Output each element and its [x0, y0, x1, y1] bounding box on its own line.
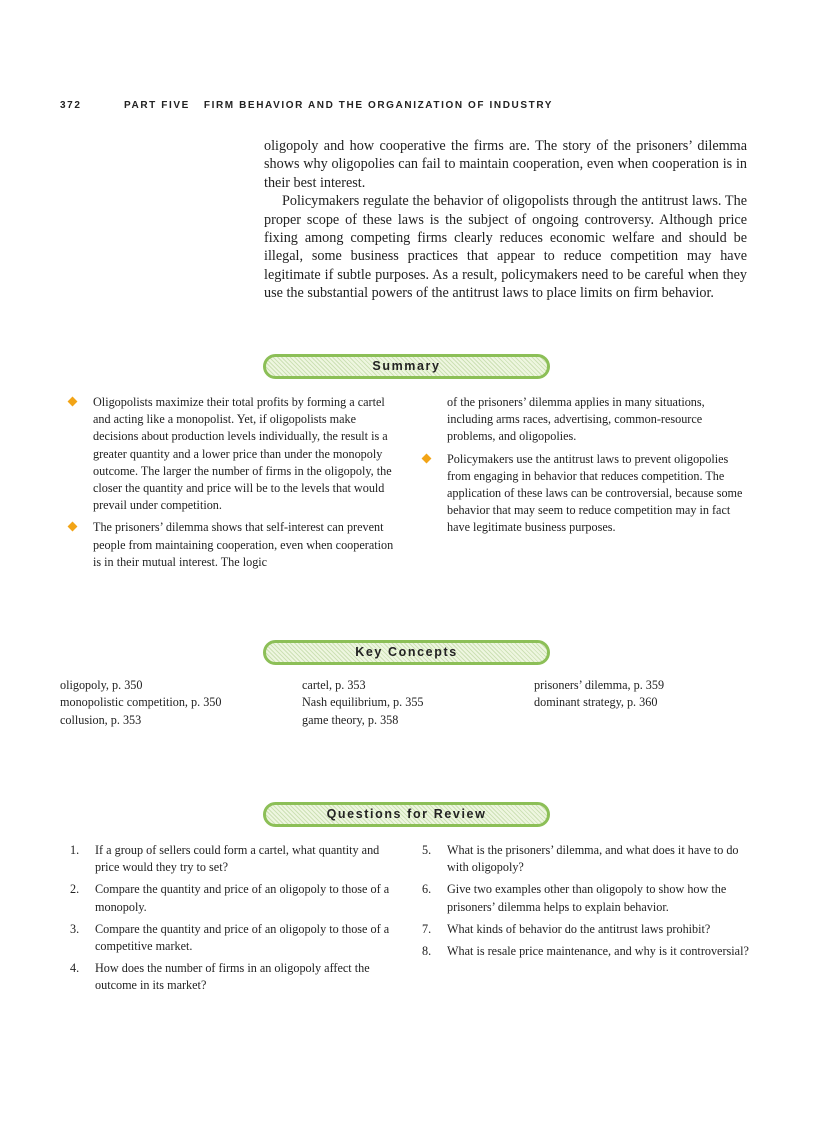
- intro-text: [264, 137, 747, 303]
- key-concept: collusion, p. 353: [60, 712, 142, 727]
- part-label: PART FIVE: [124, 100, 190, 111]
- question-text: What kinds of behavior do the antitrust laws prohibit?: [447, 921, 711, 936]
- question-item: [70, 881, 397, 915]
- question-number: 3.: [70, 921, 80, 936]
- key-concept: prisoners’ dilemma, p. 359: [534, 678, 665, 692]
- running-head: [60, 100, 760, 111]
- question-item: [422, 842, 752, 876]
- question-text: How does the number of firms in an oligopoly affect the outcome in its market?: [95, 961, 370, 993]
- key-concepts-column-3: [534, 677, 664, 712]
- question-text: Compare the quantity and price of an oligopoly to those of a competitive market.: [95, 921, 390, 954]
- key-concept: oligopoly, p. 350: [60, 678, 143, 692]
- key-concept: dominant strategy, p. 360: [534, 695, 658, 710]
- question-text: What is the prisoners’ dilemma, and what does it have to do with oligopoly?: [447, 843, 739, 875]
- question-number: 8.: [422, 944, 432, 959]
- question-number: 7.: [422, 921, 432, 936]
- question-number: 4.: [70, 961, 80, 976]
- diamond-bullet-icon: [68, 522, 78, 532]
- key-concept: Nash equilibrium, p. 355: [302, 695, 424, 710]
- summary-bullet: Oligopolists maximize their total profits by forming a cartel and acting like a monopolist. Yet, if oligopolists make decisions about production levels individually, the result is a greater quantity and a lower price than under the monopoly outcome. The larger the number of firms in the oligopoly, the closer the quantity and price will be to the levels that would prevail under competition.: [60, 394, 396, 514]
- intro-paragraph: oligopoly and how cooperative the firms are. The story of the prisoners’ dilemma shows why oligopolies can fail to maintain cooperation, even when cooperation is in their best interest.: [264, 138, 747, 191]
- key-concepts-column-1: [60, 677, 221, 729]
- key-concepts-column-2: [302, 677, 424, 729]
- diamond-bullet-icon: [422, 453, 432, 463]
- question-text: Give two examples other than oligopoly to show how the prisoners’ dilemma helps to explain behavior.: [447, 882, 727, 914]
- question-item: [70, 960, 397, 994]
- key-concept: monopolistic competition, p. 350: [60, 695, 222, 710]
- questions-banner: Questions for Review: [263, 802, 550, 827]
- question-number: 1.: [70, 843, 80, 857]
- question-item: [70, 921, 397, 955]
- summary-bullet: The prisoners’ dilemma shows that self-interest can prevent people from maintaining cooperation, even when cooperation is in their mutual interest. The logic: [60, 519, 396, 571]
- summary-column-right: [414, 394, 752, 542]
- question-number: 6.: [422, 882, 432, 897]
- part-title: FIRM BEHAVIOR AND THE ORGANIZATION OF INDUSTRY: [203, 100, 554, 111]
- question-text: If a group of sellers could form a cartel, what quantity and price would they try to set?: [95, 843, 380, 875]
- question-text: What is resale price maintenance, and why is it controversial?: [447, 944, 749, 959]
- diamond-bullet-icon: [68, 397, 78, 407]
- questions-column-right: [422, 842, 752, 965]
- key-concept: game theory, p. 358: [302, 712, 399, 727]
- summary-continuation: of the prisoners’ dilemma applies in many situations, including arms races, advertising, common-resource problems, and oligopolies.: [447, 395, 705, 444]
- page-number: 372: [60, 100, 82, 111]
- question-item: [70, 842, 397, 876]
- summary-banner: Summary: [263, 354, 550, 379]
- intro-paragraph: Policymakers regulate the behavior of oligopolists through the antitrust laws. The proper scope of these laws is the subject of ongoing controversy. Although price fixing among competing firms clearly reduces economic welfare and should be illegal, some business practices that appear to reduce competition may have legitimate if subtle purposes. As a result, policymakers need to be careful when they use the substantial powers of the antitrust laws to place limits on firm behavior.: [264, 193, 747, 302]
- question-item: [422, 921, 752, 938]
- question-text: Compare the quantity and price of an oligopoly to those of a monopoly.: [95, 882, 390, 914]
- question-number: 5.: [422, 843, 432, 857]
- question-item: [422, 881, 752, 915]
- summary-column-left: [60, 394, 396, 576]
- key-concept: cartel, p. 353: [302, 678, 366, 692]
- question-number: 2.: [70, 882, 80, 897]
- question-item: [422, 943, 752, 960]
- summary-bullet: Policymakers use the antitrust laws to prevent oligopolies from engaging in behavior that reduces competition. The application of these laws can be controversial, because some behavior that may seem to reduce competition may in fact have legitimate business purposes.: [414, 451, 752, 537]
- key-concepts-banner: Key Concepts: [263, 640, 550, 665]
- questions-column-left: [70, 842, 397, 1000]
